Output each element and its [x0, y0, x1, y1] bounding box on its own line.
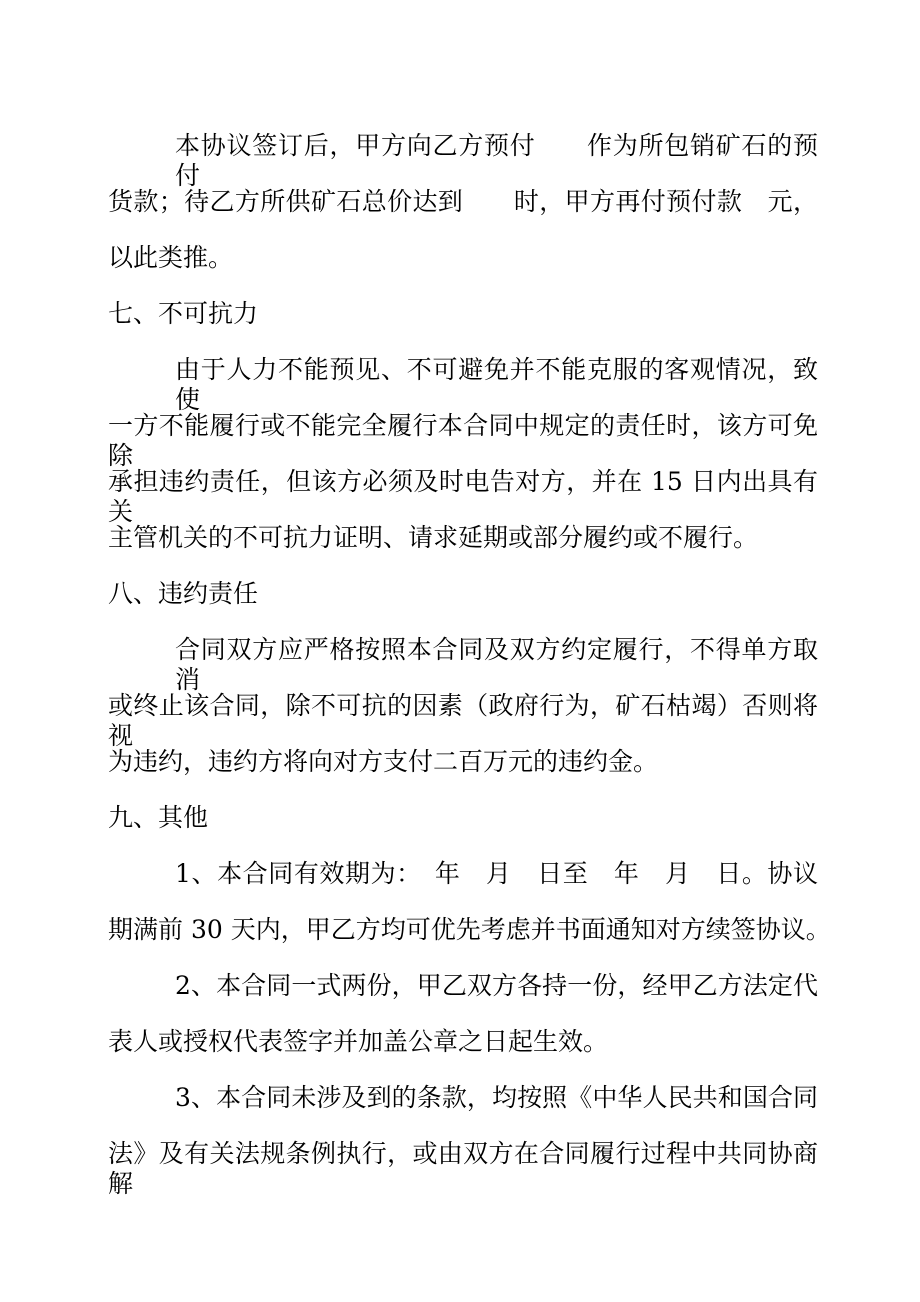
- clause-1-line-2: 期满前 30 天内，甲乙方均可优先考虑并书面通知对方续签协议。: [108, 915, 831, 944]
- paragraph-prepayment-line-1: 本协议签订后，甲方向乙方预付 作为所包销矿石的预付: [175, 131, 818, 190]
- clause-1-line-1: 1、本合同有效期为： 年 月 日至 年 月 日。协议: [175, 859, 818, 888]
- clause-3-line-2: 法》及有关法规条例执行，或由双方在合同履行过程中共同协商解: [108, 1139, 818, 1198]
- paragraph-prepayment-line-2: 货款；待乙方所供矿石总价达到 时，甲方再付预付款 元，: [108, 187, 818, 216]
- paragraph-prepayment-line-3: 以此类推。: [108, 243, 234, 272]
- paragraph-breach-line-3: 为违约，违约方将向对方支付二百万元的违约金。: [108, 747, 659, 776]
- paragraph-force-majeure-line-2: 一方不能履行或不能完全履行本合同中规定的责任时，该方可免除: [108, 411, 818, 470]
- paragraph-force-majeure-line-4: 主管机关的不可抗力证明、请求延期或部分履约或不履行。: [108, 523, 759, 552]
- clause-2-line-2: 表人或授权代表签字并加盖公章之日起生效。: [108, 1027, 609, 1056]
- section-heading-breach-liability: 八、违约责任: [108, 579, 259, 608]
- paragraph-breach-line-2: 或终止该合同，除不可抗的因素（政府行为，矿石枯竭）否则将视: [108, 691, 818, 750]
- paragraph-force-majeure-line-3: 承担违约责任，但该方必须及时电告对方，并在 15 日内出具有关: [108, 467, 818, 526]
- paragraph-breach-line-1: 合同双方应严格按照本合同及双方约定履行，不得单方取消: [175, 635, 818, 694]
- section-heading-force-majeure: 七、不可抗力: [108, 299, 259, 328]
- section-heading-other: 九、其他: [108, 803, 209, 832]
- paragraph-force-majeure-line-1: 由于人力不能预见、不可避免并不能克服的客观情况，致使: [175, 355, 818, 414]
- clause-3-line-1: 3、本合同未涉及到的条款，均按照《中华人民共和国合同: [175, 1083, 818, 1112]
- clause-2-line-1: 2、本合同一式两份，甲乙双方各持一份，经甲乙方法定代: [175, 971, 818, 1000]
